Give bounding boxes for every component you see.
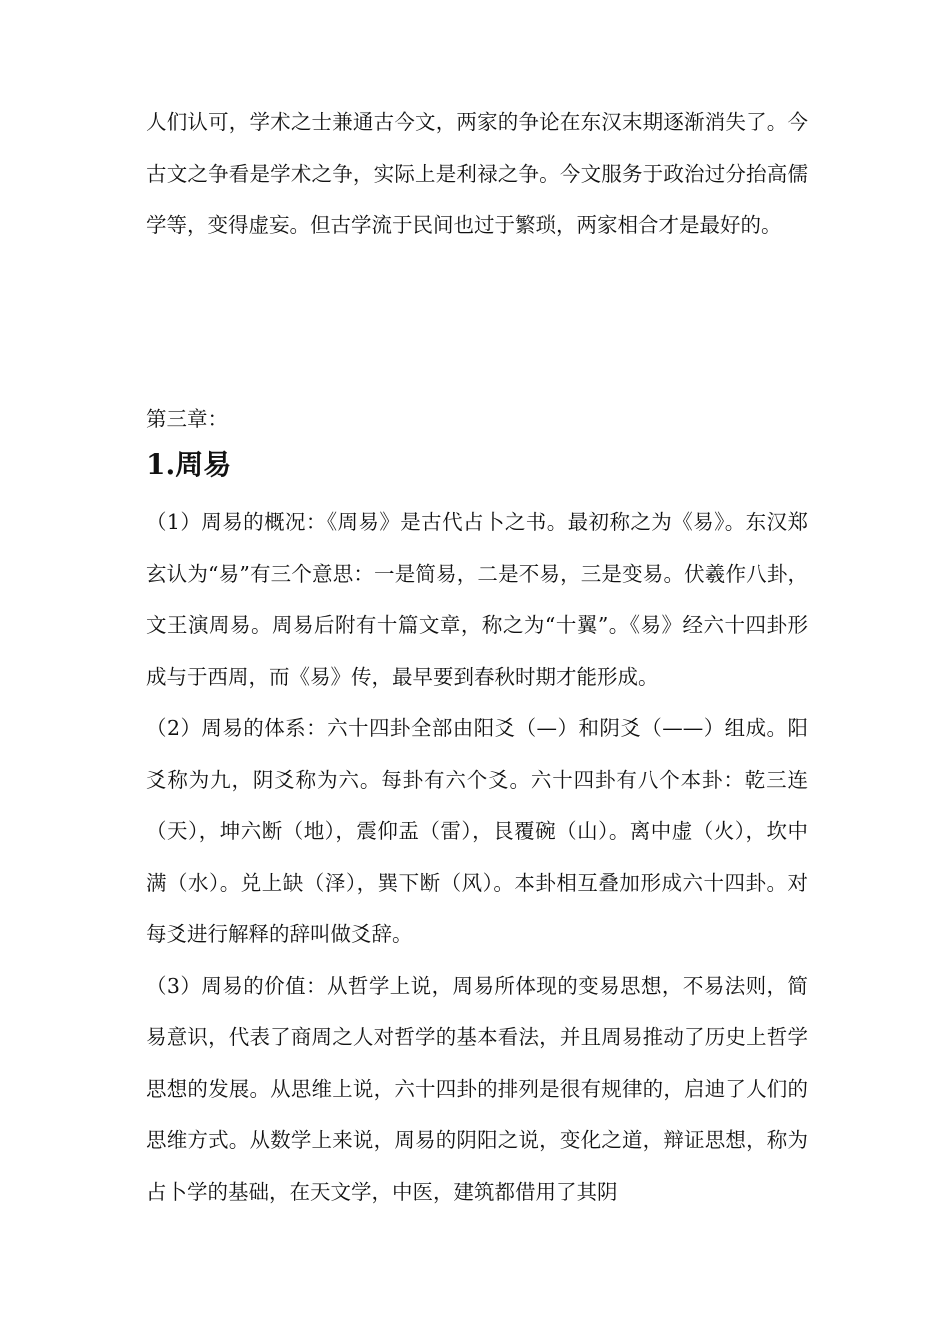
paragraph-value: （3）周易的价值：从哲学上说，周易所体现的变易思想，不易法则，简易意识，代表了商周之人对哲学的基本看法，并且周易推动了历史上哲学思想的发展。从思维上说，六十四卦的排列是很有规律的，启迪了人们的思维方式。从数学上来说，周易的阴阳之说，变化之道，辩证思想，称为占卜学的基础，在天文学，中医，建筑都借用了其阴: [146, 973, 808, 1204]
section-body: [146, 497, 808, 1218]
paragraph-overview: （1）周易的概况：《周易》是古代占卜之书。最初称之为《易》。东汉郑玄认为“易”有三个意思：一是简易，二是不易，三是变易。伏羲作八卦，文王演周易。周易后附有十篇文章，称之为“十翼”。《易》经六十四卦形成与于西周，而《易》传，最早要到春秋时期才能形成。: [146, 510, 808, 689]
intro-paragraph: [146, 97, 808, 252]
chapter-label: 第三章：: [146, 407, 228, 431]
intro-text: 人们认可，学术之士兼通古今文，两家的争论在东汉末期逐渐消失了。今古文之争看是学术之争，实际上是利禄之争。今文服务于政治过分抬高儒学等，变得虚妄。但古学流于民间也过于繁琐，两家相合才是最好的。: [146, 110, 808, 237]
section-title: 1.周易: [146, 448, 232, 481]
paragraph-system: （2）周易的体系：六十四卦全部由阳爻（—）和阴爻（——）组成。阳爻称为九，阴爻称为六。每卦有六个爻。六十四卦有八个本卦：乾三连（天），坤六断（地），震仰盂（雷），艮覆碗（山）。离中虚（火），坎中满（水）。兑上缺（泽），巽下断（风）。本卦相互叠加形成六十四卦。对每爻进行解释的辞叫做爻辞。: [146, 716, 808, 946]
